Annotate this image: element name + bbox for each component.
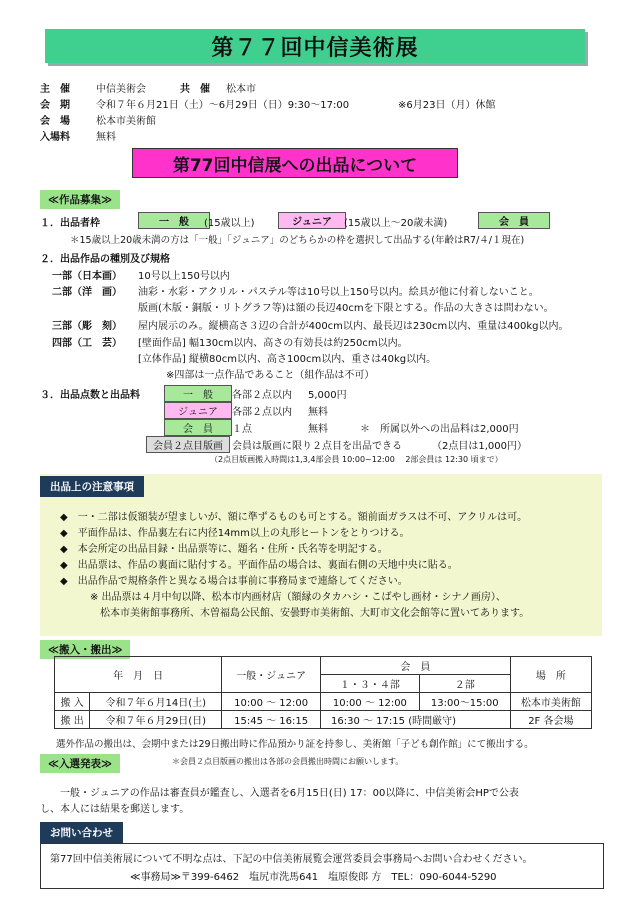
section1-label: １．出品者枠 xyxy=(40,218,100,229)
notice-sub2: 松本市美術館事務所、木曽福島公民館、安曇野市美術館、大町市文化会館等に置いてあります。 xyxy=(100,608,530,619)
notice-item: ◆ 平面作品は、作品裏左右に内径14mm以上の丸形ヒートンをとりつける。 xyxy=(60,528,410,539)
organizer: 中信美術会 xyxy=(96,84,146,95)
notice-item: ◆ 出品票は、作品の裏面に貼付する。平面作品の場合は、裏面右側の天地中央に貼る。 xyxy=(60,560,458,571)
cat-junior: ジュニア xyxy=(278,212,346,229)
part4-text1: [壁面作品] 幅130cm以内、高さの有効長は約250cm以内。 xyxy=(138,338,408,349)
place1: 松本市美術館 xyxy=(510,693,591,711)
row-m2: 13:00～15:00 xyxy=(419,693,510,711)
fee-amount-member: 無料 xyxy=(308,424,328,435)
fee-amount-print: （2点目は1,000円） xyxy=(432,441,527,452)
header-date: 年 月 日 xyxy=(55,657,222,693)
subtitle-banner: 第77回中信展への出品について xyxy=(132,148,458,178)
selection-small-note: ＊会員２点目版画の搬出は各部の会員搬出時間にお願いします。 xyxy=(172,757,404,766)
cosponsor-label: 共 催 xyxy=(180,84,210,95)
cat-general-note: (15歳以上) xyxy=(204,218,255,229)
contact-line1: 第77回中信美術展について不明な点は、下記の中信美術展覧会運営委員会事務局へお問い合わせください。 xyxy=(50,854,533,865)
fee-count-print: 会員は版画に限り２点目を出品できる xyxy=(232,441,402,452)
schedule-table xyxy=(54,656,592,729)
period: 令和７年６月21日（土）～6月29日（日）9:30～17:00 xyxy=(96,100,350,111)
part4-note: ※四部は一点作品であること（組作品は不可） xyxy=(166,370,375,381)
period-label: 会 期 xyxy=(40,100,70,111)
closed-note: ※6月23日（月）休館 xyxy=(398,100,496,111)
row-general: 15:45 ～ 16:15 xyxy=(222,711,321,729)
part4-text2: [立体作品] 縦横80cm以内、高さ100cm以内、重さは40kg以内。 xyxy=(138,354,437,365)
fee-cat-junior: ジュニア xyxy=(164,402,232,419)
part2-text2: 版画(木版・銅版・リトグラフ等)は額の長辺40cmを下限とする。作品の大きさは問わない。 xyxy=(138,303,554,314)
place2: 2F 各会場 xyxy=(510,711,591,729)
contact-line2: ≪事務局≫〒399-6462 塩尻市洗馬641 塩原俊郎 方 TEL：090-6044-5290 xyxy=(130,872,497,883)
fee-amount-junior: 無料 xyxy=(308,407,328,418)
part3-label: 三部（彫 刻） xyxy=(52,321,122,332)
row-m134: 16:30 ～ 17:15 (時間厳守) xyxy=(321,711,511,729)
row-date: 令和７年６月14日(土) xyxy=(90,693,222,711)
section1-note: ＊15歳以上20歳未満の方は「一般」「ジュニア」のどちらかの枠を選択して出品する(年齢はR7/４/１現在) xyxy=(70,235,525,246)
notice-item: ◆ 出品作品で規格条件と異なる場合は事前に事務局まで連絡してください。 xyxy=(60,576,408,587)
header-place: 場 所 xyxy=(510,657,591,693)
header-m134: １・３・４部 xyxy=(321,675,420,693)
fee: 無料 xyxy=(96,132,116,143)
page-title: 第７７回中信美術展 xyxy=(45,29,585,63)
cat-junior-note: (15歳以上～20歳未満) xyxy=(344,218,448,229)
selection-tag: ≪入選発表≫ xyxy=(40,754,120,773)
row-label: 搬 入 xyxy=(55,693,90,711)
section3-label: ３．出品点数と出品料 xyxy=(40,390,140,401)
part3-text: 屋内展示のみ。縦横高さ３辺の合計が400cm以内、最長辺は230cm以内、重量は400kg以内。 xyxy=(138,321,569,332)
notice-item: ◆ 本会所定の出品目録・出品票等に、題名・住所・氏名等を明記する。 xyxy=(60,544,388,555)
section2-label: ２．出品作品の種別及び規格 xyxy=(40,254,170,265)
fee-cat-print: 会員２点目版画 xyxy=(146,436,230,453)
cat-member: 会 員 xyxy=(478,212,550,229)
fee-label: 入場料 xyxy=(40,132,70,143)
part2-label: 二部（洋 画） xyxy=(52,287,122,298)
cosponsor: 松本市 xyxy=(226,84,256,95)
selection-text1: 一般・ジュニアの作品は審査員が鑑査し、入選者を6月15日(日) 17：00以降に、中信美術会HPで公表 xyxy=(60,788,519,799)
part4-label: 四部（工 芸） xyxy=(52,338,122,349)
schedule-note: 選外作品の搬出は、会期中または29日搬出時に作品預かり証を持参し、美術館「子ども創作館」にて搬出する。 xyxy=(56,739,534,750)
row-general: 10:00 ～ 12:00 xyxy=(222,693,321,711)
venue: 松本市美術館 xyxy=(96,116,156,127)
header-general: 一般・ジュニア xyxy=(222,657,321,693)
fee-count-member: １点 xyxy=(232,424,252,435)
fee-note: （2点目版画搬入時間は1,3,4部会員 10:00~12:00 2部会員は 12:30 頃まで） xyxy=(210,455,503,464)
cat-general: 一 般 xyxy=(138,212,210,229)
row-m134: 10:00 ～ 12:00 xyxy=(321,693,420,711)
schedule-tag: ≪搬入・搬出≫ xyxy=(40,640,130,659)
header-member: 会 員 xyxy=(321,657,511,675)
organizer-label: 主 催 xyxy=(40,84,70,95)
fee-cat-general: 一 般 xyxy=(164,385,232,402)
venue-label: 会 場 xyxy=(40,116,70,127)
row-label: 搬 出 xyxy=(55,711,90,729)
fee-extra-member: ＊ 所属以外への出品料は2,000円 xyxy=(360,424,519,435)
part1-text: 10号以上150号以内 xyxy=(138,271,230,282)
row-date: 令和７年６月29日(日) xyxy=(90,711,222,729)
recruit-tag: ≪作品募集≫ xyxy=(40,190,120,209)
part2-text1: 油彩・水彩・アクリル・パステル等は10号以上150号以内。絵具が他に付着しないこと。 xyxy=(138,287,539,298)
contact-tag: お問い合わせ xyxy=(40,822,123,843)
notice-tag: 出品上の注意事項 xyxy=(40,476,144,497)
fee-count-junior: 各部２点以内 xyxy=(232,407,292,418)
notice-sub1: ※ 出品票は４月中旬以降、松本市内画材店（額縁のタカハシ・こばやし画材・シナノ画房）、 xyxy=(90,592,506,603)
header-m2: ２部 xyxy=(419,675,510,693)
notice-item: ◆ 一・二部は仮額装が望ましいが、額に準ずるものも可とする。額前面ガラスは不可、アクリルは可。 xyxy=(60,512,528,523)
fee-cat-member: 会 員 xyxy=(164,419,232,436)
fee-count-general: 各部２点以内 xyxy=(232,390,292,401)
selection-text2: し、本人には結果を郵送します。 xyxy=(40,804,190,815)
part1-label: 一部（日本画） xyxy=(52,271,122,282)
fee-amount-general: 5,000円 xyxy=(308,390,347,401)
